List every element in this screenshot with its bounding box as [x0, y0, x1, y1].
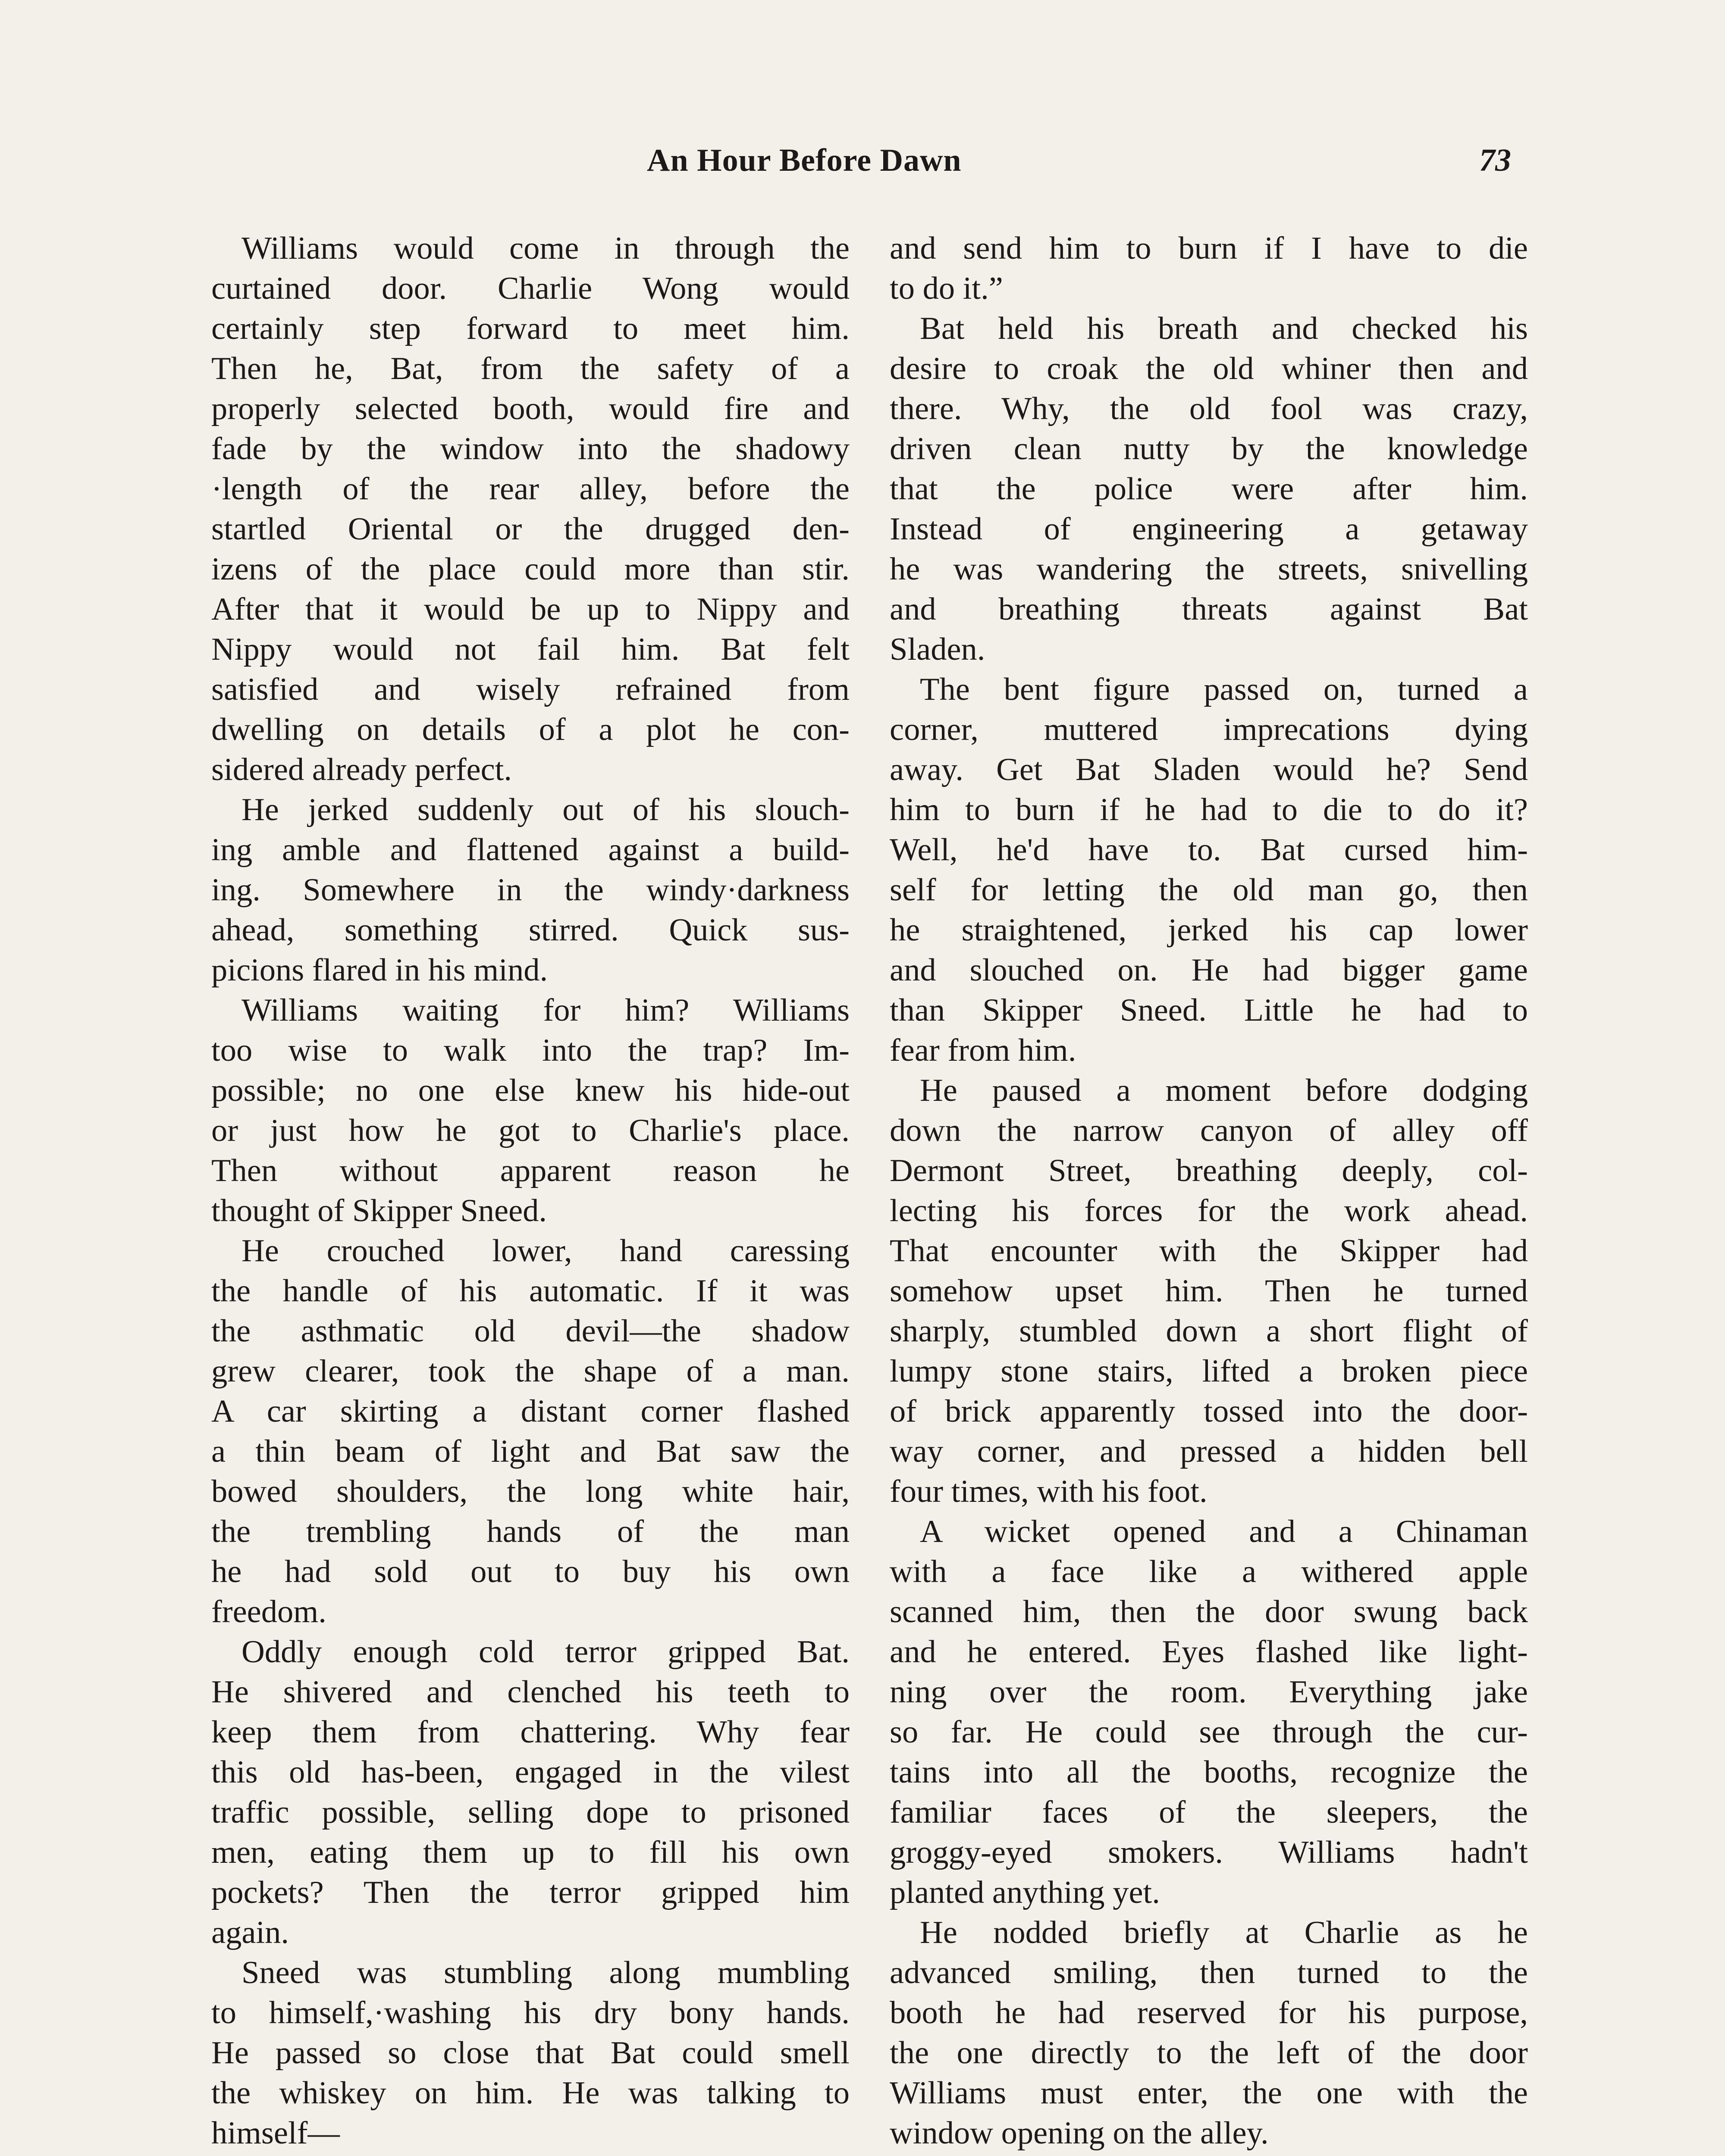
text-line: driven clean nutty by the knowledge — [890, 431, 1528, 467]
text-line: bowed shoulders, the long white hair, — [211, 1474, 850, 1509]
text-line: He jerked suddenly out of his slouch- — [242, 792, 850, 827]
text-line: He paused a moment before dodging — [920, 1073, 1528, 1108]
text-line: Bat held his breath and checked his — [920, 311, 1528, 346]
text-line: traffic possible, selling dope to prisoned — [211, 1795, 850, 1830]
text-line: thought of Skipper Sneed. — [211, 1193, 547, 1228]
text-line: keep them from chattering. Why fear — [211, 1714, 850, 1750]
text-line: he had sold out to buy his own — [211, 1554, 850, 1589]
text-line: men, eating them up to fill his own — [211, 1835, 850, 1870]
text-line: grew clearer, took the shape of a man. — [211, 1354, 850, 1389]
text-line: Oddly enough cold terror gripped Bat. — [242, 1634, 850, 1670]
page-number: 73 — [1479, 143, 1511, 178]
text-line — [211, 2153, 850, 2156]
text-line: lecting his forces for the work ahead. — [890, 1193, 1528, 1228]
text-line: Williams would come in through the — [242, 231, 850, 266]
text-line: ning over the room. Everything jake — [890, 1674, 1528, 1710]
text-line: izens of the place could more than stir. — [211, 552, 850, 587]
text-line: that the police were after him. — [890, 471, 1528, 507]
text-line: so far. He could see through the cur- — [890, 1714, 1528, 1750]
left-text-column — [211, 229, 850, 2156]
text-line: and send him to burn if I have to die — [890, 231, 1528, 266]
text-line: with a face like a withered apple — [890, 1554, 1528, 1589]
text-line: Then without apparent reason he — [211, 1153, 850, 1188]
text-line: window opening on the alley. — [890, 2115, 1269, 2151]
text-line: he straightened, jerked his cap lower — [890, 912, 1528, 948]
text-line: the handle of his automatic. If it was — [211, 1273, 850, 1309]
text-line: desire to croak the old whiner then and — [890, 351, 1528, 386]
text-line: groggy-eyed smokers. Williams hadn't — [890, 1835, 1528, 1870]
text-line: self for letting the old man go, then — [890, 872, 1528, 908]
text-line: Sneed was stumbling along mumbling — [242, 1955, 850, 1990]
text-line — [890, 2153, 1528, 2156]
text-line: freedom. — [211, 1594, 326, 1630]
text-line: Williams waiting for him? Williams — [242, 993, 850, 1028]
text-line: himself— — [211, 2115, 340, 2151]
text-line: him to burn if he had to die to do it? — [890, 792, 1528, 827]
text-line: After that it would be up to Nippy and — [211, 592, 850, 627]
text-line: or just how he got to Charlie's place. — [211, 1113, 850, 1148]
text-line: A car skirting a distant corner flashed — [211, 1394, 850, 1429]
text-line: familiar faces of the sleepers, the — [890, 1795, 1528, 1830]
text-line: this old has-been, engaged in the vilest — [211, 1755, 850, 1790]
text-line: ing amble and flattened against a build- — [211, 832, 850, 868]
text-line: satisfied and wisely refrained from — [211, 672, 850, 707]
text-line: picions flared in his mind. — [211, 953, 548, 988]
text-line: curtained door. Charlie Wong would — [211, 271, 850, 306]
text-line: he was wandering the streets, snivelling — [890, 552, 1528, 587]
text-line: Nippy would not fail him. Bat felt — [211, 632, 850, 667]
text-line: advanced smiling, then turned to the — [890, 1955, 1528, 1990]
text-line: He crouched lower, hand caressing — [242, 1233, 850, 1269]
text-line: fear from him. — [890, 1033, 1076, 1068]
text-line: lumpy stone stairs, lifted a broken piece — [890, 1354, 1528, 1389]
text-line: He nodded briefly at Charlie as he — [920, 1915, 1528, 1950]
text-line: dwelling on details of a plot he con- — [211, 712, 850, 747]
text-line: tains into all the booths, recognize the — [890, 1755, 1528, 1790]
text-line: again. — [211, 1915, 289, 1950]
text-line: booth he had reserved for his purpose, — [890, 1995, 1528, 2031]
text-line: pockets? Then the terror gripped him — [211, 1875, 850, 1910]
text-line: the asthmatic old devil—the shadow — [211, 1313, 850, 1349]
text-line: the one directly to the left of the door — [890, 2035, 1528, 2071]
text-line: Dermont Street, breathing deeply, col- — [890, 1153, 1528, 1188]
text-line: He shivered and clenched his teeth to — [211, 1674, 850, 1710]
text-line: way corner, and pressed a hidden bell — [890, 1434, 1528, 1469]
text-line: A wicket opened and a Chinaman — [920, 1514, 1528, 1549]
text-line: sharply, stumbled down a short flight of — [890, 1313, 1528, 1349]
text-line: startled Oriental or the drugged den- — [211, 511, 850, 547]
text-line: Instead of engineering a getaway — [890, 511, 1528, 547]
text-line: the trembling hands of the man — [211, 1514, 850, 1549]
text-line: certainly step forward to meet him. — [211, 311, 850, 346]
text-line: and breathing threats against Bat — [890, 592, 1528, 627]
text-line: the whiskey on him. He was talking to — [211, 2075, 850, 2111]
text-line: to do it.” — [890, 271, 1003, 306]
text-line: somehow upset him. Then he turned — [890, 1273, 1528, 1309]
text-line: too wise to walk into the trap? Im- — [211, 1033, 850, 1068]
text-line: corner, muttered imprecations dying — [890, 712, 1528, 747]
text-line: down the narrow canyon of alley off — [890, 1113, 1528, 1148]
text-line: ·length of the rear alley, before the — [211, 471, 850, 507]
text-line: and slouched on. He had bigger game — [890, 953, 1528, 988]
text-line: Well, he'd have to. Bat cursed him- — [890, 832, 1528, 868]
text-line: planted anything yet. — [890, 1875, 1160, 1910]
text-line: a thin beam of light and Bat saw the — [211, 1434, 850, 1469]
text-line: of brick apparently tossed into the door- — [890, 1394, 1528, 1429]
text-line: Then he, Bat, from the safety of a — [211, 351, 850, 386]
text-line: That encounter with the Skipper had — [890, 1233, 1528, 1269]
text-line: than Skipper Sneed. Little he had to — [890, 993, 1528, 1028]
text-line: sidered already perfect. — [211, 752, 512, 787]
text-line: ing. Somewhere in the windy·darkness — [211, 872, 850, 908]
text-line: to himself,·washing his dry bony hands. — [211, 1995, 850, 2031]
text-line: fade by the window into the shadowy — [211, 431, 850, 467]
text-line: ahead, something stirred. Quick sus- — [211, 912, 850, 948]
text-line: properly selected booth, would fire and — [211, 391, 850, 426]
text-line: possible; no one else knew his hide-out — [211, 1073, 850, 1108]
text-line: scanned him, then the door swung back — [890, 1594, 1528, 1630]
text-line: away. Get Bat Sladen would he? Send — [890, 752, 1528, 787]
running-header-title: An Hour Before Dawn — [647, 143, 962, 178]
text-line: four times, with his foot. — [890, 1474, 1208, 1509]
text-line: The bent figure passed on, turned a — [920, 672, 1528, 707]
text-line: and he entered. Eyes flashed like light- — [890, 1634, 1528, 1670]
text-line: Williams must enter, the one with the — [890, 2075, 1528, 2111]
text-line: there. Why, the old fool was crazy, — [890, 391, 1528, 426]
text-line: He passed so close that Bat could smell — [211, 2035, 850, 2071]
text-line: Sladen. — [890, 632, 985, 667]
right-text-column — [890, 229, 1528, 2156]
